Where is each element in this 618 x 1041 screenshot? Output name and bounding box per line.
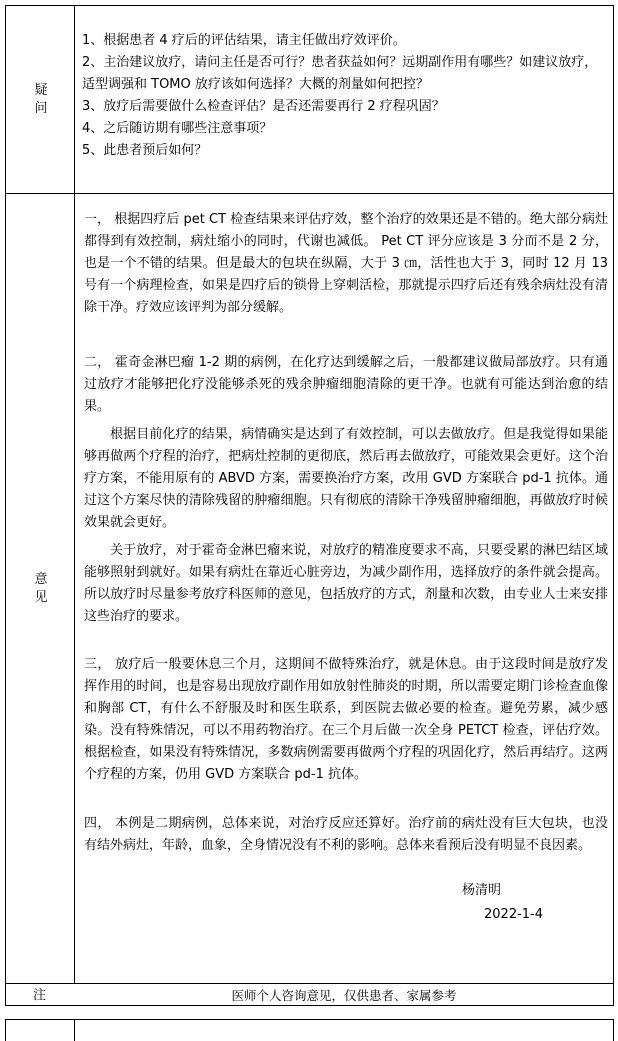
row-divider-note [5,1005,614,1006]
row-divider-questions [5,193,614,194]
opinion-point-1: 一， 根据四疗后 pet CT 检查结果来评估疗效，整个治疗的效果还是不错的。绝大部分病灶都得到有效控制，病灶缩小的同时，代谢也减低。 Pet CT 评分应该是 3 分而不是 2 分，也是一个不错的结果。但是最大的包块在纵隔，大于 3 ㎝，活性也大于 3，同时 12 月 13 号有一个病理检查，如果是四疗后的锁骨上穿刺活检，那就提示四疗后还有残余病灶没有清除干净。疗效应该评判为部分缓解。 [84,212,608,315]
table-top-border [5,5,614,6]
opinion-label: 意见 [34,572,48,605]
next-table-left-border [5,1019,6,1041]
signature-date: 2022-1-4 [484,907,544,922]
opinion-point-2: 二， 霍奇金淋巴瘤 1-2 期的病例，在化疗达到缓解之后，一般都建议做局部放疗。只有通过放疗才能够把化疗没能够杀死的残余肿瘤细胞清除的更干净。也就有可能达到治愈的结果。 [84,355,608,414]
label-column-divider [74,5,75,984]
opinion-point-3: 三， 放疗后一般要休息三个月，这期间不做特殊治疗，就是休息。由于这段时间是放疗发挥作用的时间，也是容易出现放疗副作用如放射性肺炎的时期，所以需要定期门诊检查血像和胸部 CT，有什么不舒服及时和医生联系，到医院去做必要的检查。避免劳累，减少感染。没有特殊情况，可以不用药物治疗。在三个月后做一次全身 PETCT 检查，评估疗效。根据检查，如果没有特殊情况，多数病例需要再做两个疗程的巩固化疗，然后再结疗。这两个疗程的方案，仍用 GVD 方案联合 pd-1 抗体。 [84,657,608,782]
question-1: 1、根据患者 4 疗后的评估结果，请主任做出疗效评价。 [82,33,406,48]
next-table-column-divider [74,1019,75,1041]
question-4: 4、之后随访期有哪些注意事项？ [82,121,273,136]
row-divider-opinion [5,983,614,984]
opinion-point-4: 四， 本例是二期病例，总体来说，对治疗反应还算好。治疗前的病灶没有巨大包块，也没有结外病灶，年龄，血象，全身情况没有不利的影响。总体来看预后没有明显不良因素。 [84,816,608,853]
question-2: 2、主治建议放疗，请问主任是否可行？患者获益如何？远期副作用有哪些？如建议放疗， [82,55,598,70]
next-table-right-border [613,1019,614,1041]
table-right-border [613,5,614,1006]
signature-name: 杨清明 [462,883,502,898]
disclaimer-note: 医师个人咨询意见，仅供患者、家属参考 [231,988,457,1003]
question-3: 3、放疗后需要做什么检查评估？是否还需要再行 2 疗程巩固？ [82,99,445,114]
opinion-paragraph-radiotherapy: 关于放疗，对于霍奇金淋巴瘤来说，对放疗的精准度要求不高，只要受累的淋巴结区域能够照射到就好。如果有病灶在靠近心脏旁边，为减少副作用，选择放疗的条件就会提高。所以放疗时尽量参考放疗科医师的意见，包括放疗的方式，剂量和次数，由专业人士来安排这些治疗的要求。 [84,543,608,624]
note-label: 注 [32,988,46,1003]
table-left-border [5,5,6,1006]
next-table-top-border [5,1019,614,1020]
questions-label: 疑问 [34,83,48,116]
opinion-paragraph-chemo: 根据目前化疗的结果，病情确实是达到了有效控制，可以去做放疗。但是我觉得如果能够再做两个疗程的治疗，把病灶控制的更彻底，然后再去做放疗，可能效果会更好。这个治疗方案，不能用原有的 ABVD 方案，需要换治疗方案，改用 GVD 方案联合 pd-1 抗体。通过这个方案尽快的清除残留的肿瘤细胞。只有彻底的清除干净残留肿瘤细胞，再做放疗时候效果就会更好。 [84,427,608,530]
question-2-continued: 适型调强和 TOMO 放疗该如何选择？大概的剂量如何把控？ [82,77,429,92]
question-5: 5、此患者预后如何？ [82,143,208,158]
